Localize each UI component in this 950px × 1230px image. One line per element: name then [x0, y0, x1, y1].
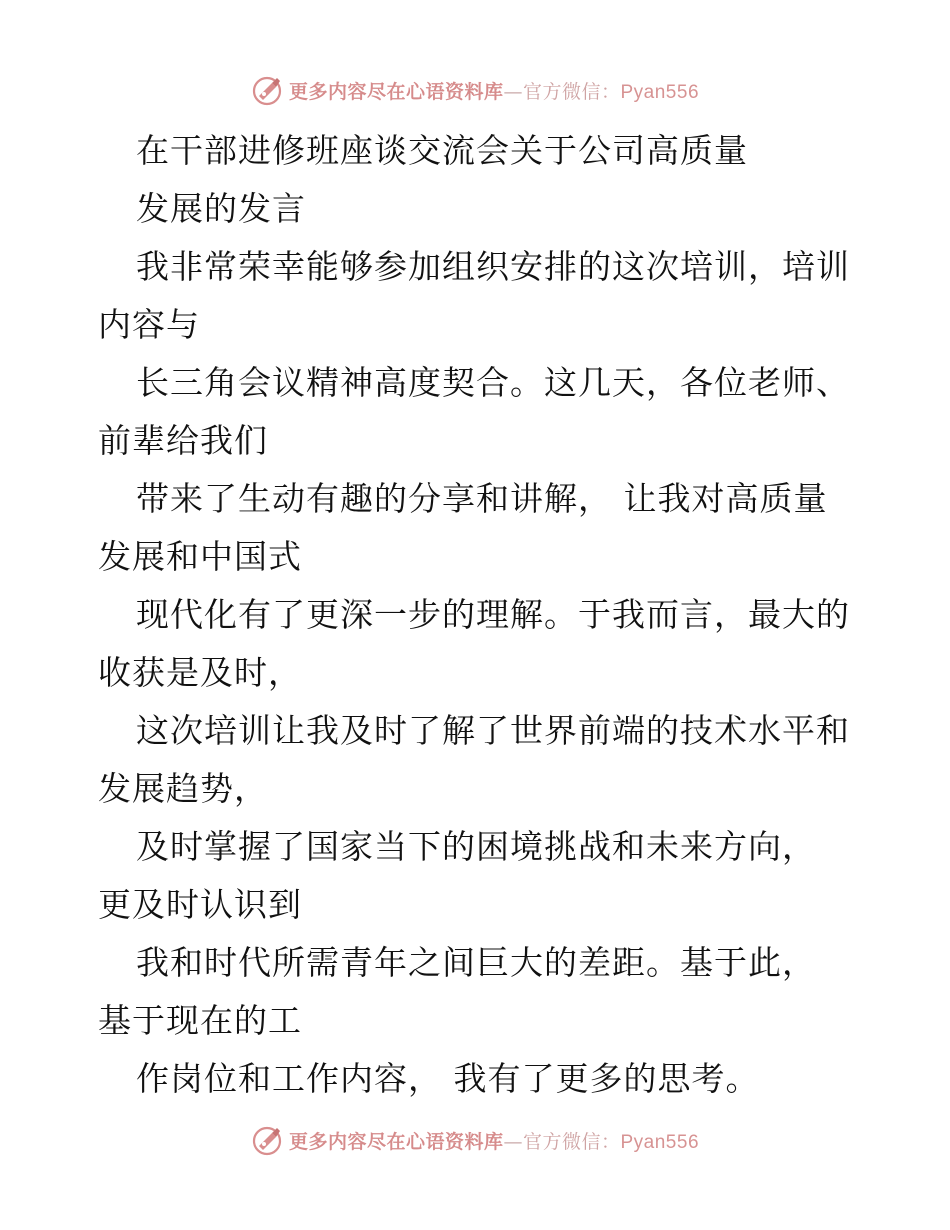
pen-logo-icon [251, 74, 283, 106]
banner-wechat-label: 官方微信： [522, 1130, 621, 1153]
paragraph-line: 现代化有了更深一步的理解。于我而言，最大的 [136, 595, 850, 634]
banner-site-name: 更多内容尽在心语资料库 [288, 1130, 504, 1153]
footer-banner [0, 1120, 950, 1160]
paragraph-line: 作岗位和工作内容， 我有了更多的思考。 [136, 1059, 760, 1098]
title-line-1: 在干部进修班座谈交流会关于公司高质量 [136, 131, 748, 170]
banner-text [289, 1127, 699, 1154]
paragraph-line: 收获是及时， [98, 653, 302, 692]
paragraph-line: 我和时代所需青年之间巨大的差距。基于此， [136, 943, 816, 982]
header-banner [0, 70, 950, 110]
paragraph-line: 更及时认识到 [98, 885, 302, 924]
banner-text [289, 77, 699, 104]
banner-wechat-handle: Pyan556 [620, 81, 700, 103]
paragraph-line: 带来了生动有趣的分享和讲解， 让我对高质量 [136, 479, 828, 518]
paragraph-line: 发展趋势， [98, 769, 268, 808]
banner-site-name: 更多内容尽在心语资料库 [288, 80, 504, 103]
banner-wechat-handle: Pyan556 [620, 1131, 700, 1153]
document-body [98, 122, 858, 1108]
paragraph-line: 前辈给我们 [98, 421, 268, 460]
banner-dash: — [503, 1130, 523, 1153]
paragraph-line: 这次培训让我及时了解了世界前端的技术水平和 [136, 711, 850, 750]
banner-wechat-label: 官方微信： [522, 80, 621, 103]
paragraph-line: 内容与 [98, 305, 200, 344]
banner-dash: — [503, 80, 523, 103]
paragraph-line: 及时掌握了国家当下的困境挑战和未来方向， [136, 827, 816, 866]
paragraph-line: 发展和中国式 [98, 537, 302, 576]
paragraph-line: 我非常荣幸能够参加组织安排的这次培训，培训 [136, 247, 850, 286]
title-line-2: 发展的发言 [136, 189, 306, 228]
paragraph-line: 长三角会议精神高度契合。这几天，各位老师、 [136, 363, 850, 402]
pen-logo-icon [251, 1124, 283, 1156]
paragraph-line: 基于现在的工 [98, 1001, 302, 1040]
